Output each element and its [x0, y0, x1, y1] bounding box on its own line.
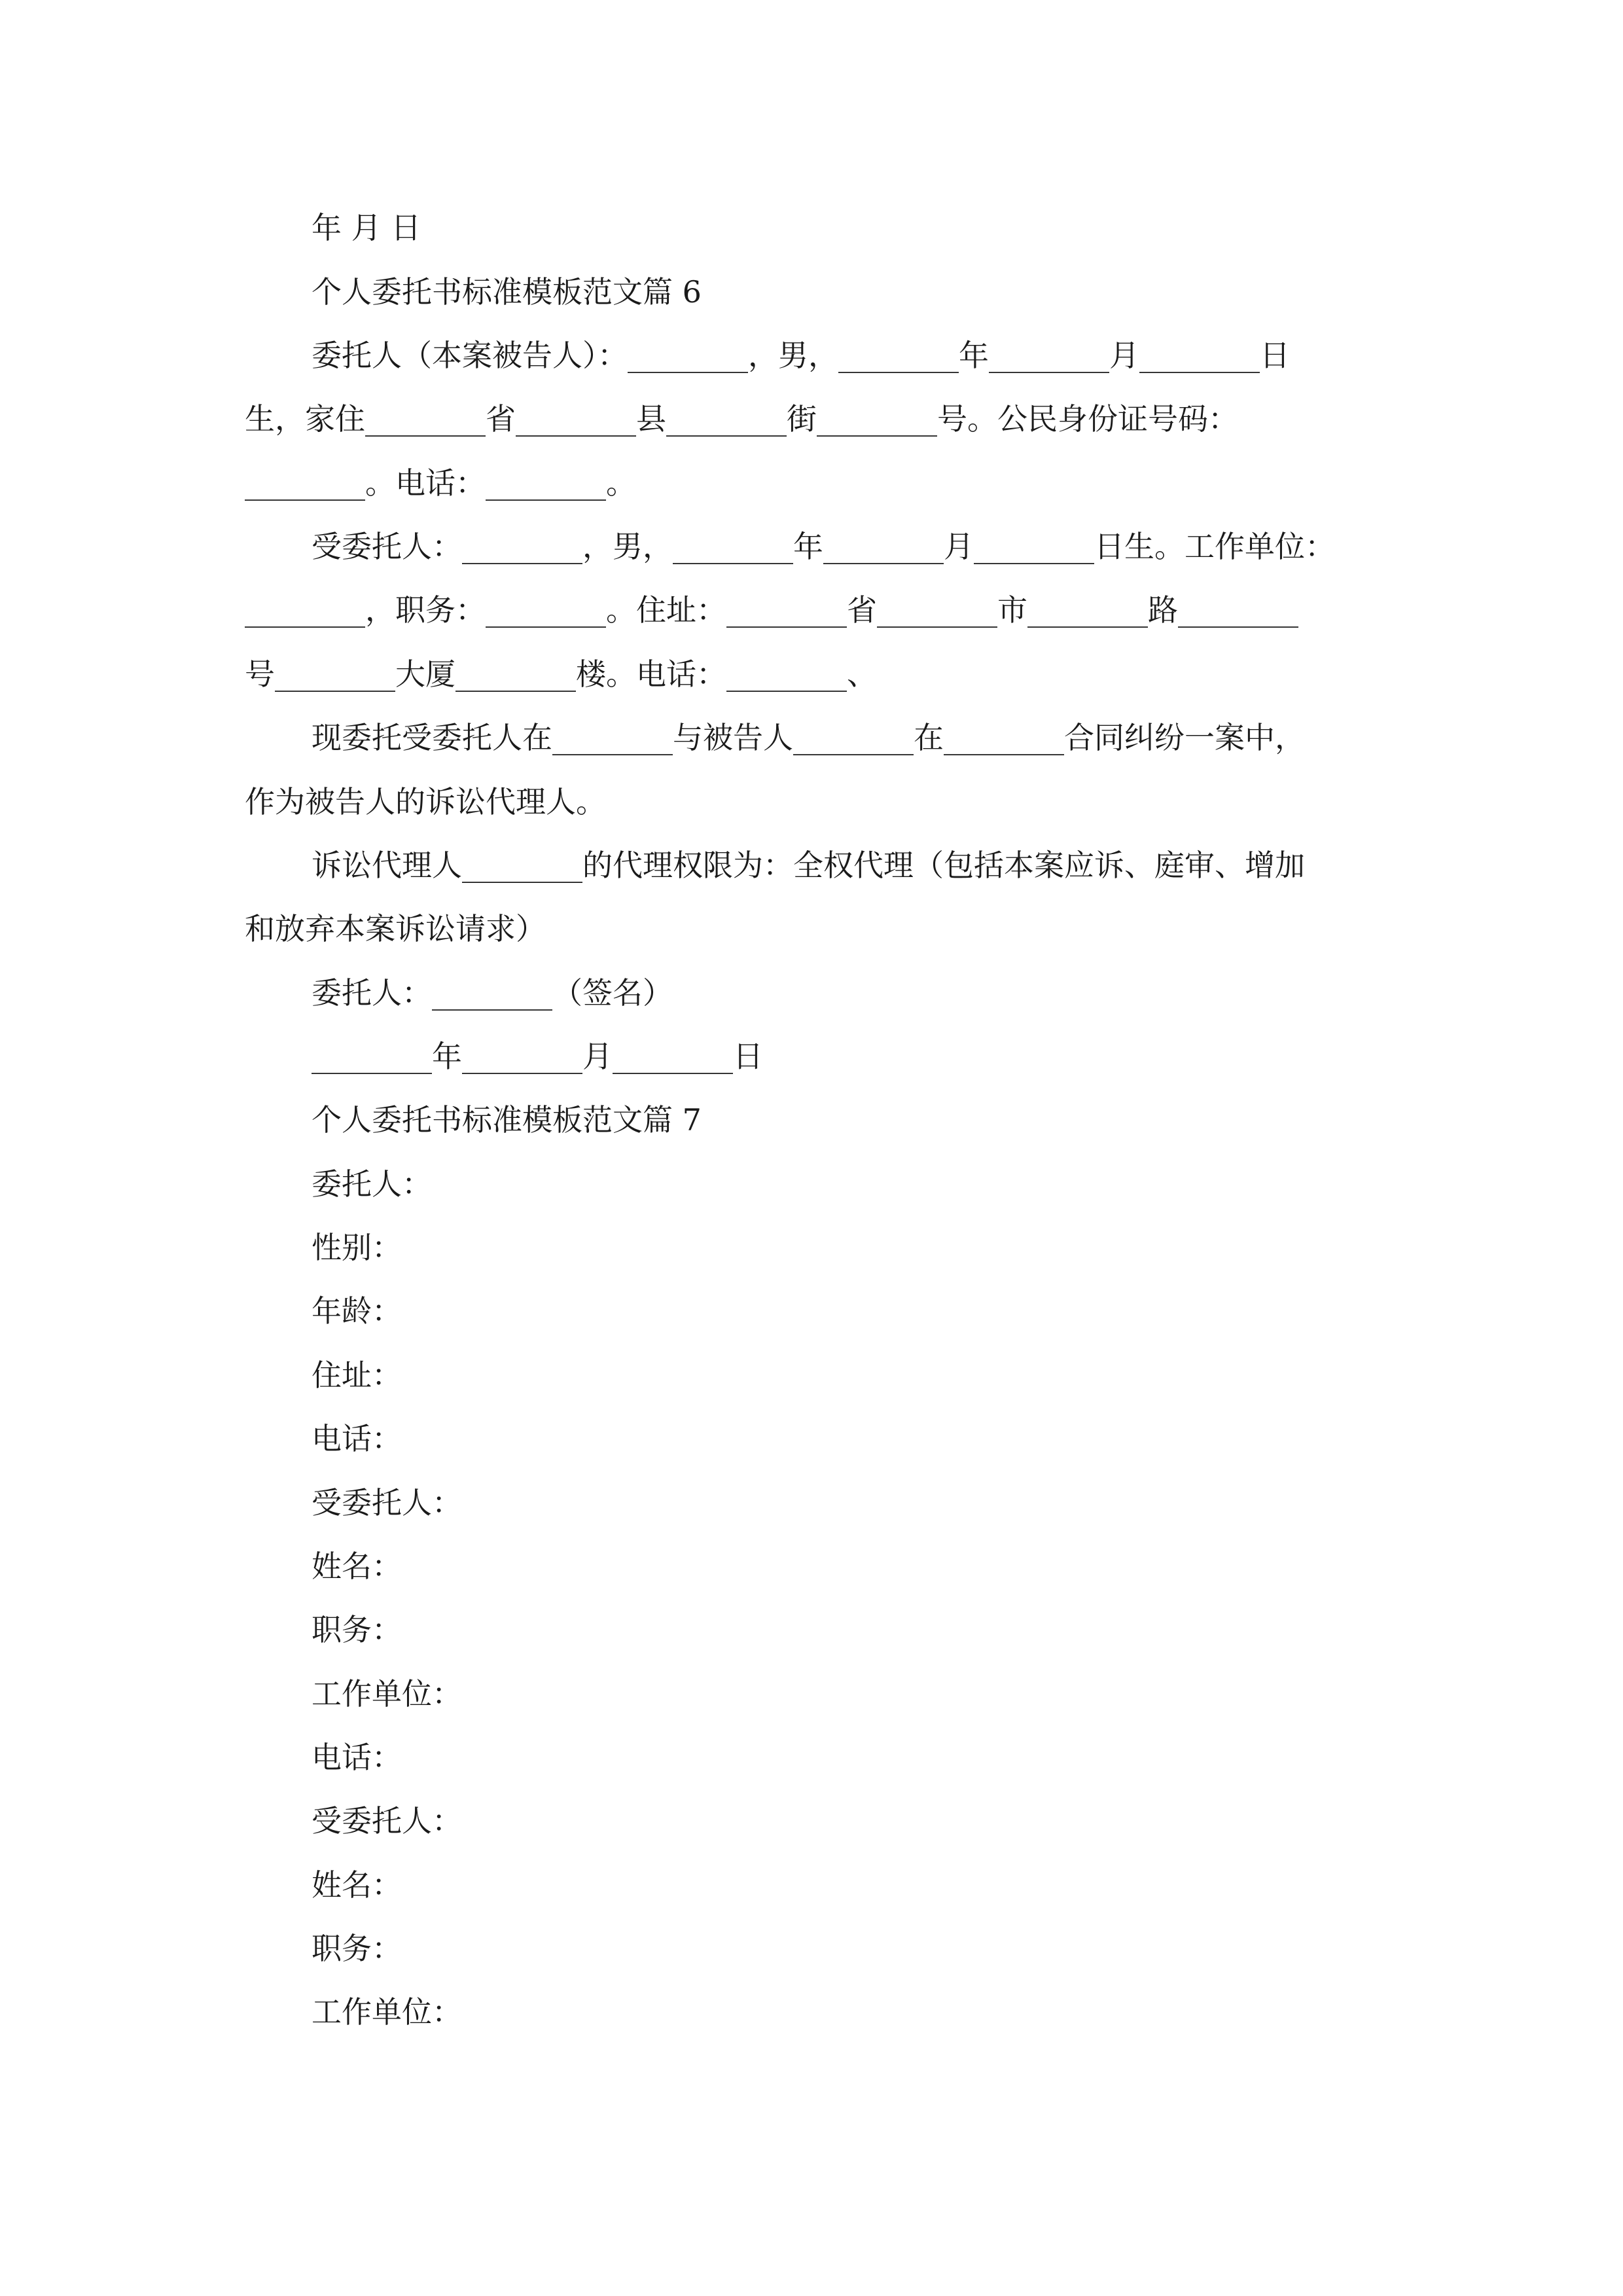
field-label: 工作单位：	[312, 1676, 462, 1712]
paragraph-line: ________。电话：________。	[245, 465, 636, 501]
field-label: 职务：	[312, 1931, 402, 1966]
paragraph-line: 委托人（本案被告人）：________，男，________年________月________日	[312, 338, 1290, 373]
paragraph-line: 受委托人：________，男，________年________月________日生。工作单位：	[312, 529, 1335, 564]
date-line: 年 月 日	[312, 210, 421, 245]
field-label: 职务：	[312, 1612, 402, 1647]
field-label: 受委托人：	[312, 1485, 462, 1520]
paragraph-line: 和放弃本案诉讼请求）	[245, 911, 546, 946]
signature-line: 委托人：________（签名）	[312, 975, 673, 1011]
field-label: 电话：	[312, 1421, 402, 1456]
paragraph-line: 生，家住________省________县________街________号。公民身份证号码：	[245, 401, 1238, 437]
paragraph-line: 号________大厦________楼。电话：________、	[245, 656, 877, 692]
paragraph-line: 诉讼代理人________的代理权限为：全权代理（包括本案应诉、庭审、增加	[312, 848, 1305, 883]
paragraph-line: 现委托受委托人在________与被告人________在________合同纠纷一案中，	[312, 720, 1305, 755]
field-label: 性别：	[312, 1230, 402, 1265]
field-label: 住址：	[312, 1357, 402, 1393]
paragraph-line: ________，职务：________。住址：________省________市________路________	[245, 592, 1298, 628]
field-label: 受委托人：	[312, 1803, 462, 1839]
field-label: 电话：	[312, 1740, 402, 1775]
date-blank-line: ________年________月________日	[312, 1039, 763, 1074]
paragraph-line: 作为被告人的诉讼代理人。	[245, 784, 606, 819]
field-label: 委托人：	[312, 1166, 432, 1202]
field-label: 年龄：	[312, 1293, 402, 1329]
section-heading-7: 个人委托书标准模板范文篇 7	[312, 1102, 702, 1138]
section-heading-6: 个人委托书标准模板范文篇 6	[312, 274, 702, 310]
field-label: 姓名：	[312, 1867, 402, 1903]
field-label: 姓名：	[312, 1549, 402, 1584]
field-label: 工作单位：	[312, 1994, 462, 2030]
